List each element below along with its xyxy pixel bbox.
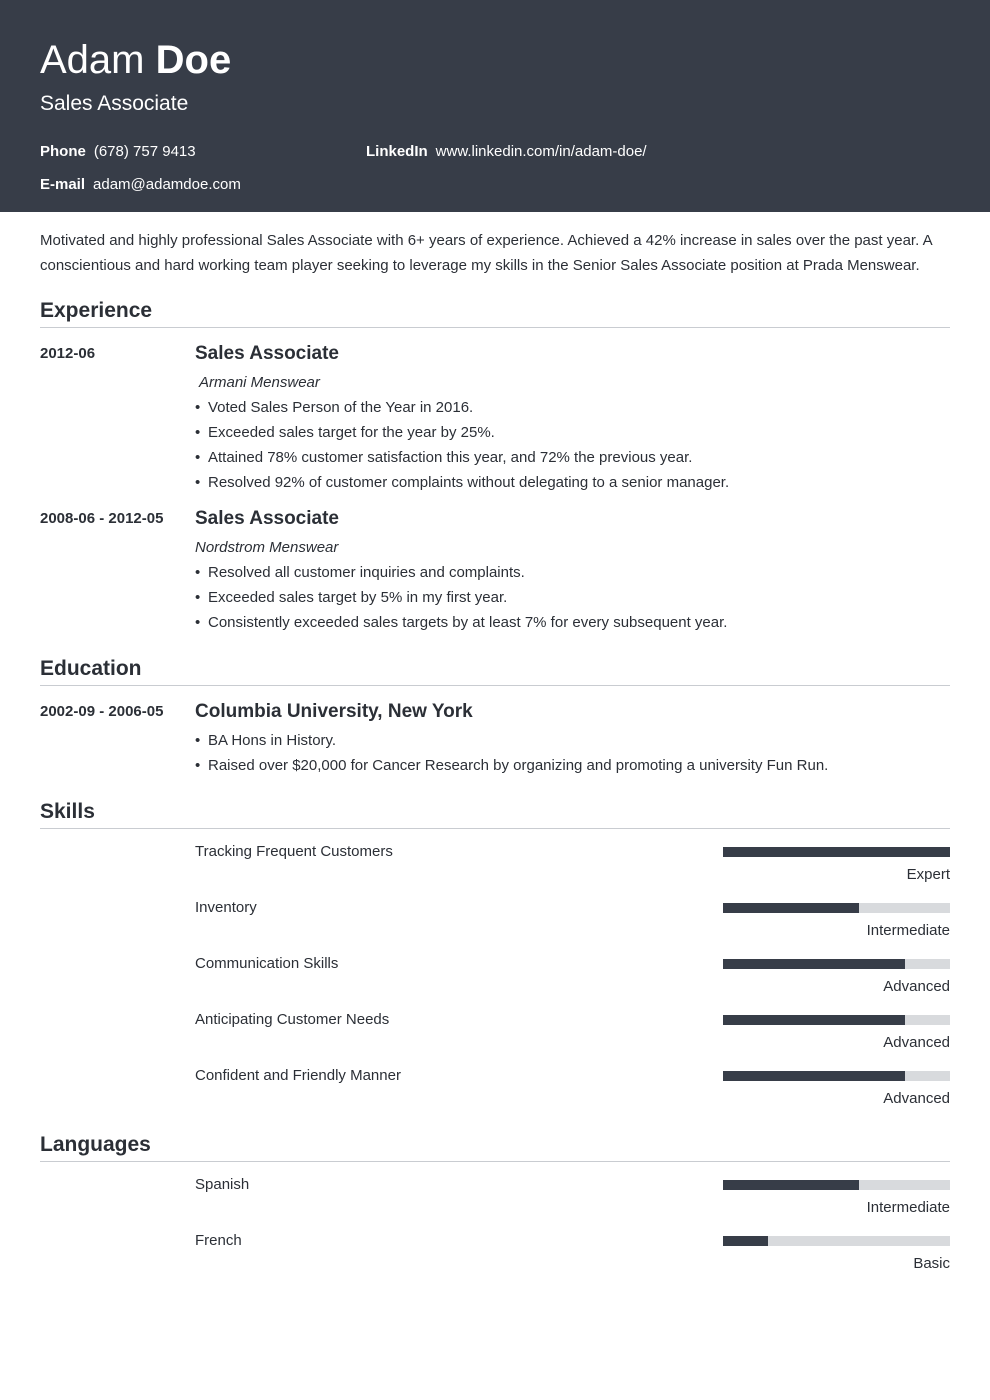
skill-level: Advanced [883, 1034, 950, 1051]
bullet-dot: • [195, 614, 201, 631]
summary-line: Motivated and highly professional Sales Associate with 6+ years of experience. Achieved a 42% increase in sales over the past year. A [40, 232, 933, 249]
language-bar [723, 1180, 950, 1190]
job-bullet: • Exceeded sales target by 5% in my first year. [195, 589, 508, 606]
experience-heading: Experience [40, 299, 153, 322]
language-bar-fill [723, 1236, 768, 1246]
language-level: Intermediate [866, 1199, 950, 1216]
full-name [40, 36, 231, 84]
skill-bar-fill [723, 903, 859, 913]
section-divider [40, 327, 950, 328]
bullet-dot: • [195, 589, 201, 606]
first-name: Adam [40, 38, 145, 82]
skill-bar-fill [723, 959, 905, 969]
education-bullet: • Raised over $20,000 for Cancer Research by organizing and promoting a university Fun Run. [195, 757, 829, 774]
linkedin-label: LinkedIn [366, 143, 428, 160]
job-company: Armani Menswear [199, 374, 320, 391]
email-value[interactable]: adam@adamdoe.com [93, 176, 241, 193]
job-role: Sales Associate [195, 343, 339, 364]
job-bullet: • Resolved 92% of customer complaints without delegating to a senior manager. [195, 474, 730, 491]
skill-bar-fill [723, 847, 950, 857]
linkedin-value[interactable]: www.linkedin.com/in/adam-doe/ [435, 143, 647, 160]
skill-name: Inventory [195, 899, 257, 916]
section-divider [40, 685, 950, 686]
summary [40, 228, 950, 278]
job-bullet: • Consistently exceeded sales targets by at least 7% for every subsequent year. [195, 614, 728, 631]
contact-linkedin [366, 142, 647, 162]
skill-level: Advanced [883, 1090, 950, 1107]
last-name: Doe [155, 38, 232, 82]
job-date: 2012-06 [40, 345, 96, 362]
skill-bar [723, 1015, 950, 1025]
skill-name: Communication Skills [195, 955, 339, 972]
education-heading: Education [40, 657, 142, 680]
languages-heading: Languages [40, 1133, 151, 1156]
section-divider [40, 1161, 950, 1162]
contact-email [40, 175, 241, 195]
job-date: 2008-06 - 2012-05 [40, 510, 164, 527]
bullet-dot: • [195, 424, 201, 441]
contact-phone [40, 142, 196, 162]
skill-bar-fill [723, 1071, 905, 1081]
skill-level: Advanced [883, 978, 950, 995]
language-bar [723, 1236, 950, 1246]
skill-bar-fill [723, 1015, 905, 1025]
skill-name: Tracking Frequent Customers [195, 843, 393, 860]
job-role: Sales Associate [195, 508, 339, 529]
job-bullet: • Voted Sales Person of the Year in 2016. [195, 399, 474, 416]
bullet-dot: • [195, 564, 201, 581]
bullet-dot: • [195, 449, 201, 466]
phone-label: Phone [40, 143, 86, 160]
email-label: E-mail [40, 176, 86, 193]
skill-bar [723, 847, 950, 857]
skill-bar [723, 1071, 950, 1081]
section-divider [40, 828, 950, 829]
language-level: Basic [913, 1255, 950, 1272]
skill-level: Intermediate [866, 922, 950, 939]
bullet-dot: • [195, 399, 201, 416]
skill-name: Confident and Friendly Manner [195, 1067, 401, 1084]
bullet-dot: • [195, 732, 201, 749]
job-bullet: • Attained 78% customer satisfaction this year, and 72% the previous year. [195, 449, 693, 466]
summary-line: conscientious and hard working team player seeking to leverage my skills in the Senior Sales Associate position at Prada Menswear. [40, 257, 920, 274]
job-company: Nordstrom Menswear [195, 539, 339, 556]
school-name: Columbia University, New York [195, 701, 473, 722]
job-title: Sales Associate [40, 92, 189, 115]
language-name: French [195, 1232, 242, 1249]
skill-bar [723, 959, 950, 969]
bullet-dot: • [195, 757, 201, 774]
skills-heading: Skills [40, 800, 95, 823]
skill-level: Expert [906, 866, 950, 883]
education-date: 2002-09 - 2006-05 [40, 703, 164, 720]
bullet-dot: • [195, 474, 201, 491]
skill-name: Anticipating Customer Needs [195, 1011, 390, 1028]
education-bullet: • BA Hons in History. [195, 732, 337, 749]
job-bullet: • Exceeded sales target for the year by 25%. [195, 424, 495, 441]
phone-value: (678) 757 9413 [93, 143, 196, 160]
language-name: Spanish [195, 1176, 250, 1193]
skill-bar [723, 903, 950, 913]
job-bullet: • Resolved all customer inquiries and complaints. [195, 564, 525, 581]
language-bar-fill [723, 1180, 859, 1190]
resume-header [0, 0, 990, 212]
